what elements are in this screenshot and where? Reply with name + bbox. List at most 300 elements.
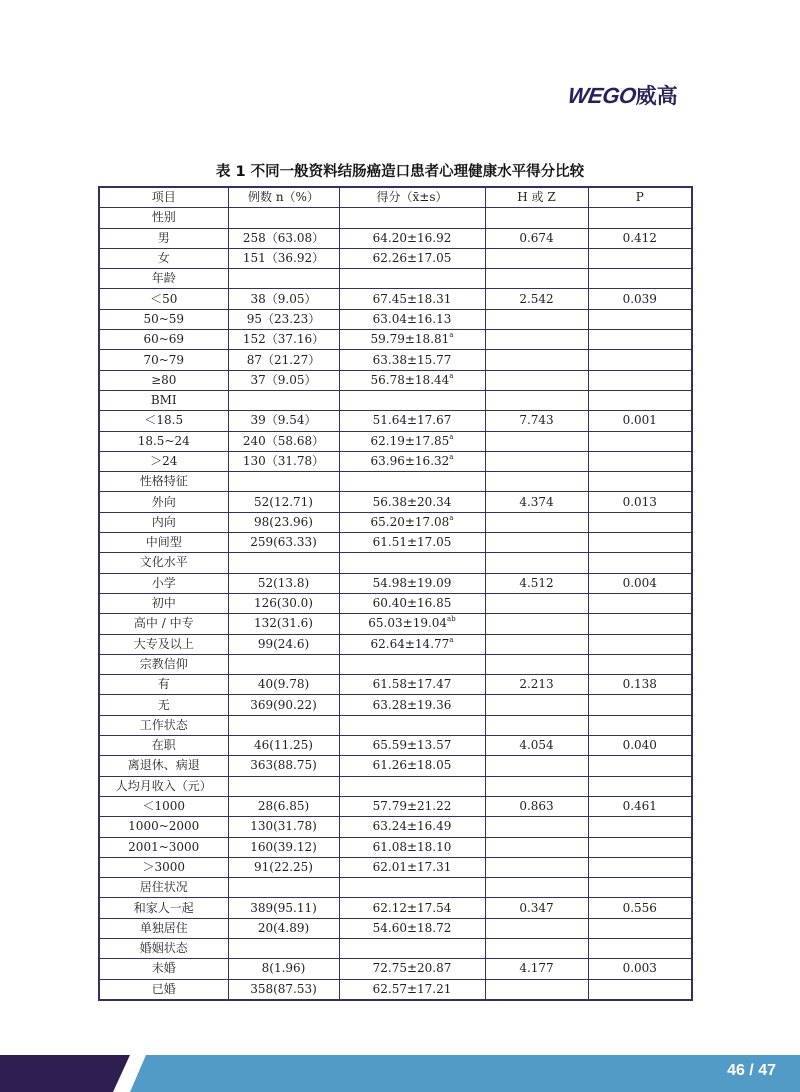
cell-hz-text: 2.213 <box>519 677 554 692</box>
cell-item <box>99 593 228 613</box>
cell-score-text: 62.19±17.85 <box>370 433 450 448</box>
table-row <box>99 776 692 796</box>
cell-item-text: 中间型 <box>145 535 182 550</box>
cell-score-text: 59.79±18.81 <box>370 332 450 347</box>
cell-item-text: 单独居住 <box>139 920 188 935</box>
cell-item-text: 和家人一起 <box>133 900 194 915</box>
cell-item <box>99 695 228 715</box>
table-row <box>99 614 692 634</box>
cell-hz <box>485 289 588 309</box>
cell-n <box>228 756 339 776</box>
cell-n-text: 369(90.22) <box>250 697 317 712</box>
cell-hz <box>485 938 588 958</box>
table-row <box>99 390 692 410</box>
cell-p-text: 0.138 <box>622 677 657 692</box>
cell-score-text: 54.98±19.09 <box>372 575 452 590</box>
significance-marker: a <box>449 371 454 380</box>
cell-p <box>588 675 692 695</box>
cell-hz <box>485 614 588 634</box>
cell-hz <box>485 390 588 410</box>
footer-blue-band <box>130 1055 800 1092</box>
cell-score <box>339 979 485 1000</box>
cell-score <box>339 269 485 289</box>
cell-item <box>99 228 228 248</box>
cell-n-text: 132(31.6) <box>254 616 313 631</box>
cell-item <box>99 959 228 979</box>
cell-score-text: 62.64±14.77 <box>370 636 450 651</box>
cell-n <box>228 451 339 471</box>
cell-hz-text: 0.674 <box>519 230 554 245</box>
cell-n <box>228 614 339 634</box>
cell-hz <box>485 451 588 471</box>
table-row <box>99 817 692 837</box>
cell-score-text: 61.51±17.05 <box>372 535 452 550</box>
table-row <box>99 959 692 979</box>
cell-n <box>228 654 339 674</box>
cell-p <box>588 228 692 248</box>
cell-hz-text: 4.374 <box>519 494 554 509</box>
cell-score-text: 62.26±17.05 <box>372 251 452 266</box>
header-hz: H 或 Z <box>485 187 588 208</box>
cell-score-text: 63.38±15.77 <box>372 352 452 367</box>
cell-item <box>99 350 228 370</box>
cell-item-text: 工作状态 <box>139 717 188 732</box>
cell-item <box>99 512 228 532</box>
cell-score <box>339 309 485 329</box>
cell-score <box>339 370 485 390</box>
table-row <box>99 796 692 816</box>
cell-score <box>339 837 485 857</box>
cell-p <box>588 309 692 329</box>
cell-item-text: 年龄 <box>151 271 176 286</box>
cell-p <box>588 492 692 512</box>
cell-score <box>339 614 485 634</box>
cell-p <box>588 573 692 593</box>
cell-p <box>588 796 692 816</box>
cell-n-text: 52(13.8) <box>257 575 310 590</box>
cell-item <box>99 390 228 410</box>
cell-score-text: 65.03±19.04 <box>368 616 448 631</box>
cell-score <box>339 228 485 248</box>
cell-score-text: 65.59±13.57 <box>372 738 452 753</box>
cell-score <box>339 553 485 573</box>
cell-hz <box>485 553 588 573</box>
cell-score-text: 64.20±16.92 <box>372 230 452 245</box>
table-row <box>99 411 692 431</box>
cell-score-text: 62.12±17.54 <box>372 900 452 915</box>
cell-p <box>588 878 692 898</box>
cell-p <box>588 634 692 654</box>
cell-hz <box>485 898 588 918</box>
cell-score-text: 61.58±17.47 <box>372 677 452 692</box>
cell-n-text: 358(87.53) <box>250 981 317 996</box>
cell-n-text: 240（58.68） <box>242 433 325 448</box>
table-header-row <box>99 187 692 208</box>
cell-item-text: 18.5~24 <box>137 433 190 448</box>
cell-item <box>99 979 228 1000</box>
cell-score-text: 67.45±18.31 <box>372 291 452 306</box>
cell-item-text: 2001~3000 <box>128 839 200 854</box>
cell-p-text: 0.040 <box>622 738 657 753</box>
cell-score <box>339 654 485 674</box>
cell-item-text: 已婚 <box>151 981 176 996</box>
cell-item <box>99 289 228 309</box>
cell-item <box>99 472 228 492</box>
cell-p <box>588 533 692 553</box>
cell-item <box>99 756 228 776</box>
cell-hz <box>485 634 588 654</box>
cell-score <box>339 330 485 350</box>
cell-n <box>228 898 339 918</box>
cell-item <box>99 634 228 654</box>
cell-item <box>99 248 228 268</box>
cell-item-text: 宗教信仰 <box>139 656 188 671</box>
cell-n <box>228 370 339 390</box>
cell-item-text: 大专及以上 <box>133 636 194 651</box>
cell-p <box>588 330 692 350</box>
cell-score <box>339 390 485 410</box>
header-p: P <box>588 187 692 208</box>
table-row <box>99 573 692 593</box>
table-row <box>99 634 692 654</box>
cell-item <box>99 309 228 329</box>
cell-item <box>99 675 228 695</box>
cell-item-text: 居住状况 <box>139 880 188 895</box>
cell-hz <box>485 573 588 593</box>
cell-hz <box>485 411 588 431</box>
cell-n-text: 87（21.27） <box>246 352 321 367</box>
cell-item <box>99 654 228 674</box>
table-row <box>99 878 692 898</box>
cell-item-text: 50~59 <box>143 311 185 326</box>
table-row <box>99 228 692 248</box>
cell-p <box>588 837 692 857</box>
cell-n <box>228 390 339 410</box>
table-row <box>99 309 692 329</box>
cell-n <box>228 289 339 309</box>
cell-n <box>228 350 339 370</box>
footer-dark-band <box>0 1055 130 1092</box>
cell-item <box>99 857 228 877</box>
header-score: 得分（x̄±s） <box>339 187 485 208</box>
cell-item-text: 高中 / 中专 <box>133 616 194 631</box>
cell-n-text: 130(31.78) <box>250 819 317 834</box>
logo-latin: WEGO <box>566 83 638 108</box>
cell-n-text: 8(1.96) <box>261 961 306 976</box>
cell-p <box>588 938 692 958</box>
cell-n <box>228 959 339 979</box>
cell-item-text: ＜18.5 <box>144 413 184 428</box>
cell-item <box>99 370 228 390</box>
table-row <box>99 289 692 309</box>
cell-n-text: 37（9.05） <box>250 372 317 387</box>
cell-hz <box>485 878 588 898</box>
cell-score <box>339 289 485 309</box>
cell-n-text: 20(4.89) <box>257 920 310 935</box>
cell-n <box>228 938 339 958</box>
cell-item-text: 婚姻状态 <box>139 941 188 956</box>
cell-score-text: 57.79±21.22 <box>372 799 452 814</box>
cell-n <box>228 695 339 715</box>
cell-n-text: 259(63.33) <box>250 535 317 550</box>
cell-score <box>339 857 485 877</box>
cell-p-text: 0.412 <box>622 230 657 245</box>
cell-n <box>228 979 339 1000</box>
cell-hz <box>485 796 588 816</box>
cell-n <box>228 533 339 553</box>
cell-hz-text: 7.743 <box>519 413 554 428</box>
cell-score-text: 56.78±18.44 <box>370 372 450 387</box>
cell-n <box>228 431 339 451</box>
cell-n <box>228 736 339 756</box>
table-title: 表 1 不同一般资料结肠癌造口患者心理健康水平得分比较 <box>215 164 585 180</box>
cell-score <box>339 796 485 816</box>
cell-hz <box>485 817 588 837</box>
cell-p-text: 0.461 <box>622 799 657 814</box>
cell-n <box>228 918 339 938</box>
cell-item-text: 有 <box>157 677 170 692</box>
cell-n <box>228 593 339 613</box>
cell-n-text: 52(12.71) <box>254 494 313 509</box>
cell-score <box>339 573 485 593</box>
cell-item-text: 未婚 <box>151 961 176 976</box>
cell-item <box>99 208 228 228</box>
cell-p <box>588 979 692 1000</box>
cell-score-text: 60.40±16.85 <box>372 596 452 611</box>
cell-item <box>99 431 228 451</box>
table-row <box>99 472 692 492</box>
table-row <box>99 938 692 958</box>
cell-score <box>339 918 485 938</box>
cell-p <box>588 390 692 410</box>
cell-item <box>99 837 228 857</box>
cell-hz <box>485 756 588 776</box>
cell-n-text: 38（9.05） <box>250 291 317 306</box>
cell-n <box>228 776 339 796</box>
cell-hz <box>485 330 588 350</box>
cell-n <box>228 878 339 898</box>
cell-item-text: 人均月收入（元） <box>115 778 212 793</box>
table-row <box>99 736 692 756</box>
cell-item-text: BMI <box>150 393 177 408</box>
cell-hz <box>485 959 588 979</box>
cell-p <box>588 472 692 492</box>
cell-item <box>99 411 228 431</box>
cell-score-text: 56.38±20.34 <box>372 494 452 509</box>
cell-n-text: 126(30.0) <box>254 596 313 611</box>
cell-p <box>588 918 692 938</box>
significance-marker: a <box>449 635 454 644</box>
cell-hz <box>485 857 588 877</box>
cell-score-text: 61.26±18.05 <box>372 758 452 773</box>
cell-item <box>99 492 228 512</box>
cell-score <box>339 248 485 268</box>
cell-n <box>228 472 339 492</box>
cell-item-text: 无 <box>157 697 170 712</box>
cell-score <box>339 350 485 370</box>
cell-item-text: 70~79 <box>143 352 185 367</box>
cell-n <box>228 796 339 816</box>
cell-score <box>339 959 485 979</box>
cell-n <box>228 553 339 573</box>
cell-hz <box>485 776 588 796</box>
cell-item-text: ＜1000 <box>142 799 186 814</box>
cell-hz <box>485 675 588 695</box>
table-row <box>99 553 692 573</box>
cell-hz-text: 2.542 <box>519 291 554 306</box>
cell-n <box>228 512 339 532</box>
data-table <box>98 186 693 1001</box>
cell-item-text: 性格特征 <box>139 474 188 489</box>
header-n: 例数 n（%） <box>228 187 339 208</box>
cell-score <box>339 675 485 695</box>
cell-hz <box>485 593 588 613</box>
cell-p <box>588 431 692 451</box>
table-row <box>99 593 692 613</box>
cell-item <box>99 269 228 289</box>
cell-score <box>339 472 485 492</box>
cell-n-text: 99(24.6) <box>257 636 310 651</box>
cell-n <box>228 715 339 735</box>
cell-p <box>588 817 692 837</box>
cell-score-text: 63.04±16.13 <box>372 311 452 326</box>
cell-item <box>99 533 228 553</box>
cell-score <box>339 492 485 512</box>
cell-score-text: 63.28±19.36 <box>372 697 452 712</box>
table-row <box>99 675 692 695</box>
cell-p <box>588 269 692 289</box>
cell-n <box>228 675 339 695</box>
logo-cjk: 威高 <box>635 84 678 108</box>
cell-item-text: 在职 <box>151 738 176 753</box>
cell-score <box>339 715 485 735</box>
cell-p <box>588 451 692 471</box>
wego-logo <box>568 80 678 110</box>
cell-score <box>339 756 485 776</box>
cell-n <box>228 208 339 228</box>
cell-item <box>99 330 228 350</box>
table-row <box>99 979 692 1000</box>
cell-hz-text: 0.347 <box>519 900 554 915</box>
cell-n <box>228 330 339 350</box>
cell-score <box>339 695 485 715</box>
cell-n <box>228 309 339 329</box>
cell-n-text: 130（31.78） <box>242 454 325 468</box>
cell-hz <box>485 715 588 735</box>
cell-score-text: 62.57±17.21 <box>372 981 452 996</box>
cell-item <box>99 796 228 816</box>
cell-n <box>228 228 339 248</box>
cell-hz <box>485 695 588 715</box>
cell-score-text: 72.75±20.87 <box>372 961 452 976</box>
cell-item-text: 离退休、病退 <box>127 758 200 773</box>
cell-score <box>339 878 485 898</box>
cell-n <box>228 248 339 268</box>
cell-score <box>339 817 485 837</box>
cell-n <box>228 857 339 877</box>
significance-marker: a <box>449 432 454 441</box>
table-body <box>99 208 692 1000</box>
cell-score <box>339 776 485 796</box>
table-row <box>99 756 692 776</box>
cell-item <box>99 776 228 796</box>
table-row <box>99 533 692 553</box>
cell-hz <box>485 269 588 289</box>
cell-item-text: 内向 <box>151 514 176 529</box>
cell-item-text: ＜50 <box>150 291 178 306</box>
cell-hz <box>485 309 588 329</box>
cell-p-text: 0.003 <box>622 961 657 976</box>
cell-hz <box>485 492 588 512</box>
cell-n-text: 389(95.11) <box>250 900 317 915</box>
cell-p-text: 0.001 <box>622 413 657 428</box>
table-row <box>99 350 692 370</box>
cell-item-text: 女 <box>157 251 170 266</box>
cell-p <box>588 512 692 532</box>
cell-p <box>588 614 692 634</box>
cell-p <box>588 411 692 431</box>
cell-p <box>588 857 692 877</box>
cell-hz-text: 0.863 <box>519 799 554 814</box>
cell-n-text: 91(22.25) <box>254 859 313 874</box>
table-row <box>99 512 692 532</box>
page-number: 46 / 47 <box>727 1062 776 1079</box>
cell-item <box>99 451 228 471</box>
cell-item <box>99 918 228 938</box>
cell-hz <box>485 654 588 674</box>
cell-n-text: 160(39.12) <box>250 839 317 854</box>
table-row <box>99 837 692 857</box>
cell-item-text: 小学 <box>151 575 176 590</box>
significance-marker: a <box>449 513 454 522</box>
cell-item <box>99 938 228 958</box>
cell-item-text: ＞24 <box>150 454 178 468</box>
cell-p <box>588 289 692 309</box>
cell-item-text: 60~69 <box>143 332 185 347</box>
cell-item-text: 1000~2000 <box>128 819 200 834</box>
cell-score-text: 63.24±16.49 <box>372 819 452 834</box>
table-row <box>99 918 692 938</box>
cell-n <box>228 573 339 593</box>
table-row <box>99 898 692 918</box>
table-row <box>99 370 692 390</box>
cell-p-text: 0.013 <box>622 494 657 509</box>
cell-n-text: 363(88.75) <box>250 758 317 773</box>
cell-item <box>99 715 228 735</box>
cell-score-text: 63.96±16.32 <box>370 454 450 468</box>
cell-score <box>339 634 485 654</box>
cell-p <box>588 553 692 573</box>
table-row <box>99 654 692 674</box>
cell-item-text: 男 <box>157 230 170 245</box>
cell-item-text: ＞3000 <box>142 859 186 874</box>
cell-n <box>228 817 339 837</box>
cell-item <box>99 553 228 573</box>
cell-n-text: 151（36.92） <box>242 251 325 266</box>
cell-p <box>588 208 692 228</box>
cell-item <box>99 898 228 918</box>
cell-hz <box>485 208 588 228</box>
cell-score <box>339 512 485 532</box>
cell-p <box>588 715 692 735</box>
cell-item <box>99 817 228 837</box>
cell-n-text: 28(6.85) <box>257 799 310 814</box>
cell-p <box>588 370 692 390</box>
cell-score-text: 65.20±17.08 <box>370 514 450 529</box>
cell-p <box>588 756 692 776</box>
cell-hz <box>485 350 588 370</box>
cell-n <box>228 634 339 654</box>
